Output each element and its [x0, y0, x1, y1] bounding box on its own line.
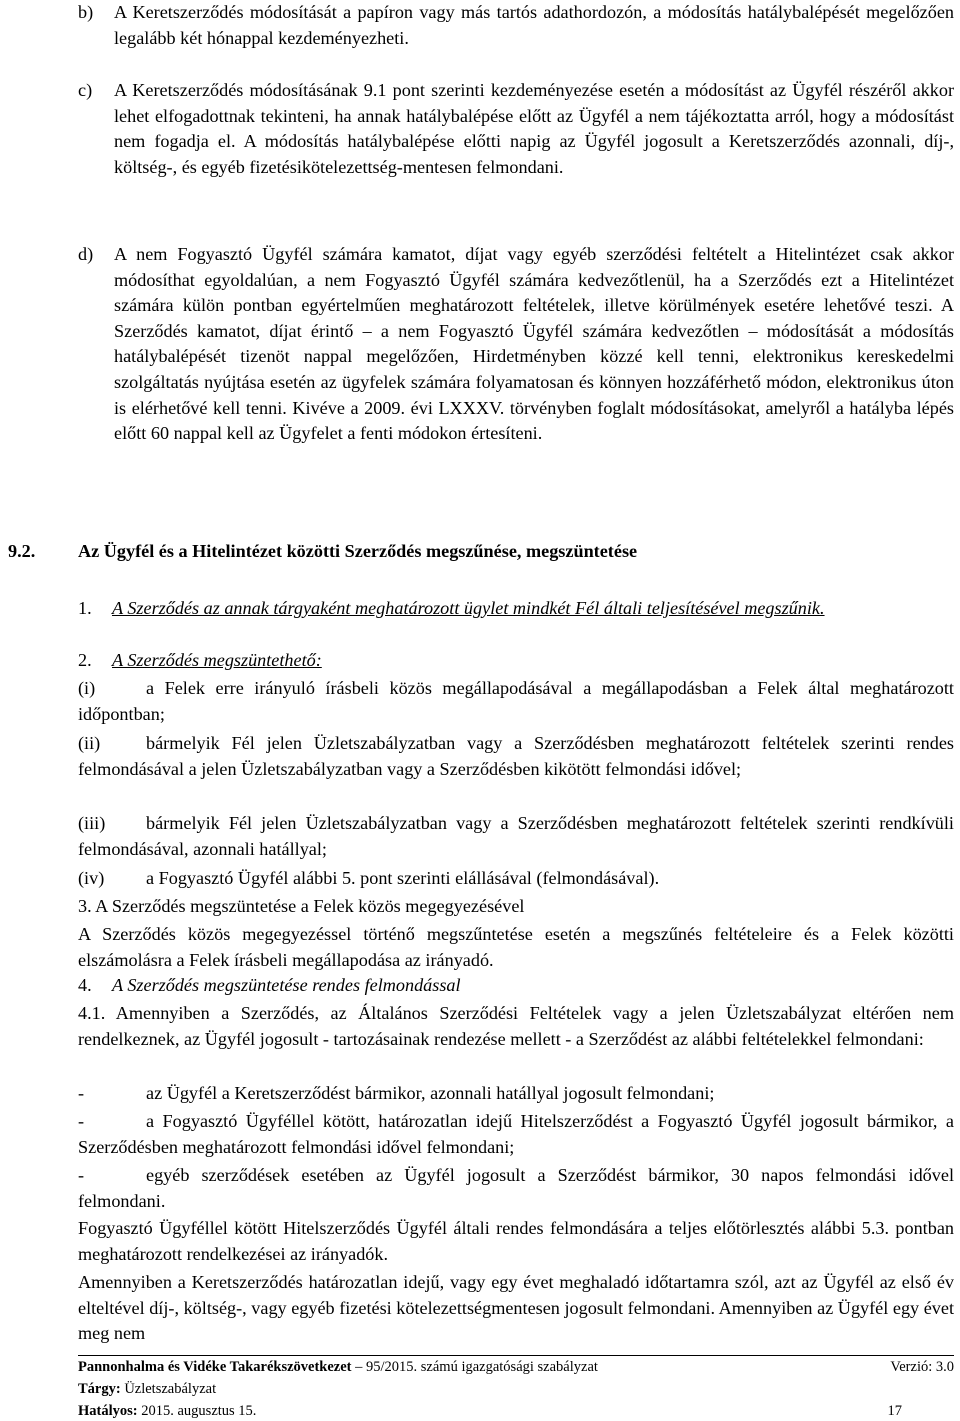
section-c-label: c) — [78, 80, 93, 100]
item-2-text: A Szerződés megszüntethető: — [112, 650, 322, 670]
dash-item-3-text: egyéb szerződések esetében az Ügyfél jogosult a Szerződést bármikor, 30 napos felmondási idővel felmondani. — [78, 1165, 954, 1211]
item-1-text: A Szerződés az annak tárgyaként meghatározott ügylet mindkét Fél általi teljesítésével megszűnik. — [112, 598, 825, 618]
dash-item-1 — [78, 1081, 954, 1107]
subitem-ii-label: (ii) — [78, 733, 101, 753]
subitem-iii-label: (iii) — [78, 813, 106, 833]
dash-mark: - — [78, 1111, 85, 1131]
section-b-label: b) — [78, 2, 94, 22]
subitem-iii-text: bármelyik Fél jelen Üzletszabályzatban vagy a Szerződésben meghatározott feltételek szerinti rendkívüli felmondásával, azonnali hatállyal; — [78, 813, 954, 859]
item-3-body: A Szerződés közös megegyezéssel történő megszűntetése esetén a megszűnés feltételeire és a Felek közötti elszámolásra a Felek írásbeli megállapodása az irányadó. — [78, 924, 954, 970]
item-4-1: 4.1. Amennyiben a Szerződés, az Általános Szerződési Feltételek vagy a jelen Üzletszabályzat eltérően nem rendelkeznek, az Ügyfél jogosult - tartozásainak rendezése mellett - a Szerződést az alábbi feltételekkel felmondani: — [78, 1003, 954, 1049]
heading-title: Az Ügyfél és a Hitelintézet közötti Szerződés megszűnése, megszüntetése — [78, 541, 638, 561]
section-b — [78, 0, 954, 51]
item-4 — [78, 973, 954, 999]
subitem-i — [78, 676, 954, 727]
subitem-iv — [78, 866, 954, 892]
paragraph-indefinite-contract: Amennyiben a Keretszerződés határozatlan idejű, vagy egy évet meghaladó időtartamra szól, azt az Ügyfél az első év elteltével díj-, költség-, vagy egyéb fizetési kötelezettségmentesen jogosult felmondani. Amennyiben az Ügyfél egy évet meg nem — [78, 1272, 954, 1344]
footer-subject: Üzletszabályzat — [124, 1381, 217, 1397]
item-2 — [78, 648, 954, 674]
footer-effective-label: Hatályos: — [78, 1403, 138, 1419]
footer-subject-label: Tárgy: — [78, 1381, 121, 1397]
subitem-iii — [78, 811, 954, 862]
item-4-text: A Szerződés megszüntetése rendes felmondással — [112, 975, 461, 995]
dash-item-2-text: a Fogyasztó Ügyféllel kötött, határozatlan idejű Hitelszerződést a Fogyasztó Ügyfél jogosult bármikor, a Szerződésben meghatározott felmondási idővel felmondani; — [78, 1111, 954, 1157]
item-1-number: 1. — [78, 598, 92, 618]
dash-item-3 — [78, 1163, 954, 1214]
footer-org: Pannonhalma és Vidéke Takarékszövetkezet — [78, 1359, 352, 1375]
section-d-label: d) — [78, 244, 94, 264]
footer-line-3 — [78, 1403, 954, 1420]
subitem-iv-label: (iv) — [78, 868, 105, 888]
section-d-text: A nem Fogyasztó Ügyfél számára kamatot, díjat vagy egyéb szerződési feltételt a Hitelintézet csak akkor módosíthat egyoldalúan, a nem Fogyasztó Ügyfél számára kedvezőtlenül, ha a Szerződés ezt a Hitelintézet számára külön pontban egyértelműen meghatározott feltételek, illetve körülmények esetére lehetővé teszi. A Szerződés kamatot, díjat érintő – a nem Fogyasztó Ügyfél számára kedvezőtlen – módosítását a módosítás hatálybalépését tizenöt nappal megelőzően, Hirdetményben közzé kell tenni, elektronikus kereskedelmi szolgáltatás nyújtása esetén az ügyfelek számára folyamatosan és könnyen hozzáférhető módon, elektronikus úton is elérhetővé kell tenni. Kivéve a 2009. évi LXXXV. törvényben foglalt módosításokat, amelyről a hatályba lépés előtt 60 nappal kell az Ügyfelet a fenti módokon értesíteni. — [114, 244, 954, 444]
footer-line-1 — [78, 1359, 954, 1376]
subitem-ii — [78, 731, 954, 782]
section-b-text: A Keretszerződés módosítását a papíron vagy más tartós adathordozón, a módosítás hatálybalépését megelőzően legalább két hónappal kezdeményezheti. — [114, 2, 954, 48]
section-heading — [8, 539, 954, 565]
item-4-number: 4. — [78, 975, 92, 995]
subitem-iv-text: a Fogyasztó Ügyfél alábbi 5. pont szerinti elállásával (felmondásával). — [146, 868, 660, 888]
section-d — [78, 242, 954, 447]
dash-item-1-text: az Ügyfél a Keretszerződést bármikor, azonnali hatállyal jogosult felmondani; — [146, 1083, 715, 1103]
subitem-ii-text: bármelyik Fél jelen Üzletszabályzatban vagy a Szerződésben meghatározott feltételek szerinti rendes felmondásával a jelen Üzletszabályzatban vagy a Szerződésben kikötött felmondási idővel; — [78, 733, 954, 779]
dash-mark: - — [78, 1083, 85, 1103]
section-c-text: A Keretszerződés módosításának 9.1 pont szerinti kezdeményezése esetén a módosítást az Ügyfél részéről akkor lehet elfogadottnak tekinteni, ha annak hatálybalépése előtt az Ügyfél a nem tájékoztatta arról, hogy a módosítást nem fogadja el. A módosítás hatálybalépése előtti napig az Ügyfél jogosult a Keretszerződés azonnali, díj-, költség-, és egyéb fizetésikötelezettség-mentesen felmondani. — [114, 80, 954, 177]
paragraph-full-prepayment: Fogyasztó Ügyféllel kötött Hitelszerződés Ügyfél általi rendes felmondására a teljes előtörlesztés alábbi 5.3. pontban meghatározott rendelkezései az irányadók. — [78, 1218, 954, 1264]
item-3-title: 3. A Szerződés megszüntetése a Felek közös megegyezésével — [78, 896, 525, 916]
subitem-i-text: a Felek erre irányuló írásbeli közös megállapodásával a megállapodásban a Felek által meghatározott időpontban; — [78, 678, 954, 724]
subitem-i-label: (i) — [78, 678, 96, 698]
dash-item-2 — [78, 1109, 954, 1160]
heading-number: 9.2. — [8, 541, 36, 561]
dash-mark: - — [78, 1165, 85, 1185]
footer-ref: – 95/2015. számú igazgatósági szabályzat — [355, 1359, 598, 1375]
footer-rule — [78, 1355, 954, 1356]
footer-version: Verzió: 3.0 — [890, 1359, 954, 1375]
item-2-number: 2. — [78, 650, 92, 670]
footer-effective: 2015. augusztus 15. — [141, 1403, 257, 1419]
section-c — [78, 78, 954, 180]
item-1 — [78, 596, 954, 622]
footer-line-2 — [78, 1381, 954, 1398]
page-number: 17 — [887, 1403, 902, 1419]
